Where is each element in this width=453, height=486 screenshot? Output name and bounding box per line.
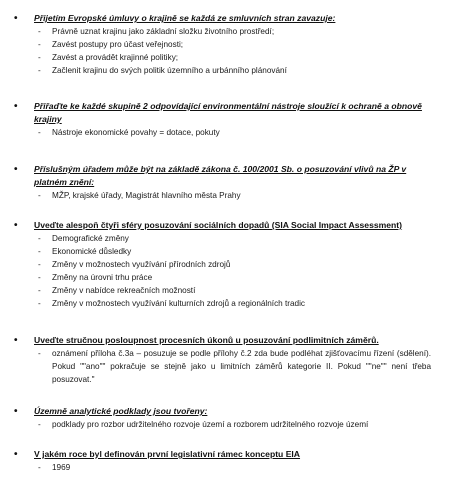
dash-marker: - — [38, 286, 41, 295]
dash-marker: - — [38, 420, 41, 429]
answer-list — [0, 25, 453, 77]
dash-marker: - — [38, 247, 41, 256]
answer-list — [0, 347, 453, 386]
question-1 — [0, 12, 453, 25]
dash-marker: - — [38, 299, 41, 308]
answer-item: - Změny v možnostech využívání přírodních zdrojů — [38, 260, 231, 269]
question-text: Přiřaďte ke každé skupině 2 odpovídající environmentální nástroje sloužící k ochraně a obnově krajiny — [34, 101, 422, 124]
question-text: Uveďte stručnou posloupnost procesních úkonů u posuzování podlimitních záměrů. — [34, 335, 379, 345]
question-text: Územně analytické podklady jsou tvořeny: — [34, 406, 208, 416]
answer-item: - oznámení příloha č.3a – posuzuje se podle přílohy č.2 zda bude podléhat zjišťovacímu řízení (sdělení). Pokud ""ano"" pokračuje se stejně jako u limitních záměrů kategorie II. Pokud ""ne"" není třeba posuzovat." — [38, 349, 431, 384]
answer-list — [0, 461, 453, 474]
question-text: V jakém roce byl definován první legislativní rámec konceptu EIA — [34, 449, 301, 459]
answer-list — [0, 189, 453, 202]
answer-item: - Zavést postupy pro účast veřejnosti; — [38, 40, 184, 49]
answer-list — [0, 126, 453, 139]
question-4 — [0, 219, 453, 232]
question-block-2 — [0, 100, 453, 139]
bullet-icon: • — [14, 164, 18, 175]
dash-marker: - — [38, 260, 41, 269]
question-text: Uveďte alespoň čtyři sféry posuzování sociálních dopadů (SIA Social Impact Assessment) — [34, 220, 403, 230]
bullet-icon: • — [14, 335, 18, 346]
answer-item: - Demografické změny — [38, 234, 129, 243]
question-5 — [0, 334, 453, 347]
question-7 — [0, 448, 453, 461]
dash-marker: - — [38, 128, 41, 137]
answer-item: - Nástroje ekonomické povahy = dotace, pokuty — [38, 128, 220, 137]
question-text: Příslušným úřadem může být na základě zákona č. 100/2001 Sb. o posuzování vlivů na ŽP v platném znění: — [34, 164, 407, 187]
bullet-icon: • — [14, 449, 18, 460]
dash-marker: - — [38, 66, 41, 75]
answer-item: - podklady pro rozbor udržitelného rozvoje území a rozborem udržitelného rozvoje území — [38, 420, 369, 429]
answer-item: - Změny v možnostech využívání kulturních zdrojů a regionálních tradic — [38, 299, 306, 308]
dash-marker: - — [38, 273, 41, 282]
dash-marker: - — [38, 40, 41, 49]
answer-list — [0, 232, 453, 310]
question-text: Přijetím Evropské úmluvy o krajině se každá ze smluvních stran zavazuje: — [34, 13, 336, 23]
dash-marker: - — [38, 191, 41, 200]
question-block-7 — [0, 448, 453, 474]
question-block-1 — [0, 12, 453, 77]
dash-marker: - — [38, 53, 41, 62]
question-6 — [0, 405, 453, 418]
answer-item: - Změny v nabídce rekreačních možností — [38, 286, 196, 295]
dash-marker: - — [38, 234, 41, 243]
question-block-6 — [0, 405, 453, 431]
question-block-3 — [0, 163, 453, 202]
answer-item: - Právně uznat krajinu jako základní složku životního prostředí; — [38, 27, 275, 36]
question-3 — [0, 163, 453, 189]
bullet-icon: • — [14, 406, 18, 417]
answer-item: - MŽP, krajské úřady, Magistrát hlavního města Prahy — [38, 191, 241, 200]
question-block-5 — [0, 334, 453, 386]
answer-item: - Změny na úrovni trhu práce — [38, 273, 153, 282]
bullet-icon: • — [14, 220, 18, 231]
dash-marker: - — [38, 463, 41, 472]
answer-item: - Začlenit krajinu do svých politik územního a urbánního plánování — [38, 66, 287, 75]
question-2 — [0, 100, 453, 126]
dash-marker: - — [38, 27, 41, 36]
answer-item: - 1969 — [38, 463, 71, 472]
answer-list — [0, 418, 453, 431]
bullet-icon: • — [14, 101, 18, 112]
bullet-icon: • — [14, 13, 18, 24]
answer-item: - Zavést a provádět krajinné politiky; — [38, 53, 179, 62]
answer-item: - Ekonomické důsledky — [38, 247, 132, 256]
dash-marker: - — [38, 349, 41, 358]
question-block-4 — [0, 219, 453, 310]
